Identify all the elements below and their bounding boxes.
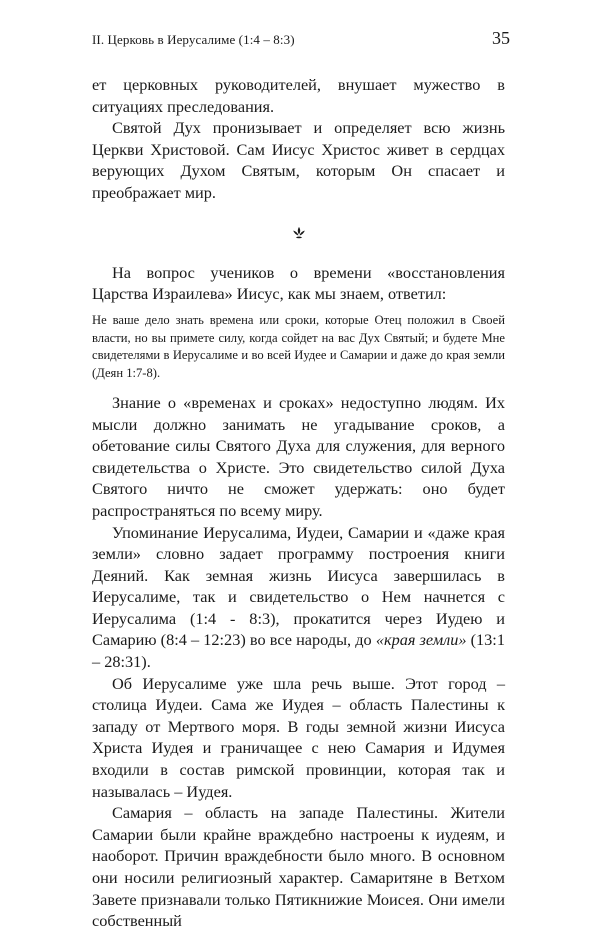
- running-title: II. Церковь в Иерусалиме (1:4 – 8:3): [92, 32, 295, 47]
- paragraph-text-end: (13:1 – 28:31).: [92, 630, 505, 672]
- paragraph: Самария – область на западе Палестины. Жители Самарии были крайне враждебно настроены к иудеям, и наоборот. Причин враждебности было много. В основном они носили религиозный характер. Самаритяне в Ветхом Завете признавали только Пятикнижие Моисея. Они имели собственный: [92, 803, 505, 931]
- paragraph: Об Иерусалиме уже шла речь выше. Этот город – столица Иудеи. Сама же Иудея – область Палестины к западу от Мертвого моря. В годы земной жизни Иисуса Христа Иудея и граничащее с нею Самария и Идумея входили в состав римской провинции, которая так и называлась – Иудея.: [92, 673, 505, 801]
- lotus-ornament-icon: [292, 227, 306, 239]
- running-header: [92, 28, 510, 50]
- paragraph-continuation: ет церковных руководителей, внушает мужество в ситуациях преследования.: [92, 75, 505, 116]
- section-divider: [92, 204, 505, 262]
- paragraph: Знание о «временах и сроках» недоступно людям. Их мысли должно занимать не угадывание сроков, а обетование силы Святого Духа для служения, для верного свидетельства о Христе. Это свидетельство силой Духа Святого ничто не сможет удержать: оно будет распространяться по всему миру.: [92, 392, 505, 520]
- paragraph: Святой Дух пронизывает и определяет всю жизнь Церкви Христовой. Сам Иисус Христос живет в сердцах верующих Духом Святым, которым Он спасает и преображает мир.: [92, 118, 505, 202]
- paragraph-text: Упоминание Иерусалима, Иудеи, Самарии и «даже края земли» словно задает программу построения книги Деяний. Как земная жизнь Иисуса завершилась в Иерусалиме, так и свидетельство о Нем начнется с Иерусалима (1:4 - 8:3), прокатится через Иудею и Самарию (8:4 – 12:23) во все народы, до: [92, 522, 505, 650]
- quote-text: Не ваше дело знать времена или сроки, которые Отец положил в Своей власти, но вы примете силу, когда сойдет на вас Дух Святый; и будете Мне свидетелями в Иерусалиме и во всей Иудее и Самарии и даже до края земли (Деян 1:7-8).: [92, 312, 505, 381]
- paragraph-with-italic: [92, 522, 505, 673]
- scripture-quote: [92, 312, 505, 383]
- page-number: 35: [492, 28, 510, 48]
- page-body: [92, 74, 505, 932]
- italic-phrase: «края земли»: [375, 630, 467, 650]
- paragraph: На вопрос учеников о времени «восстановления Царства Израилева» Иисус, как мы знаем, ответил:: [92, 262, 505, 304]
